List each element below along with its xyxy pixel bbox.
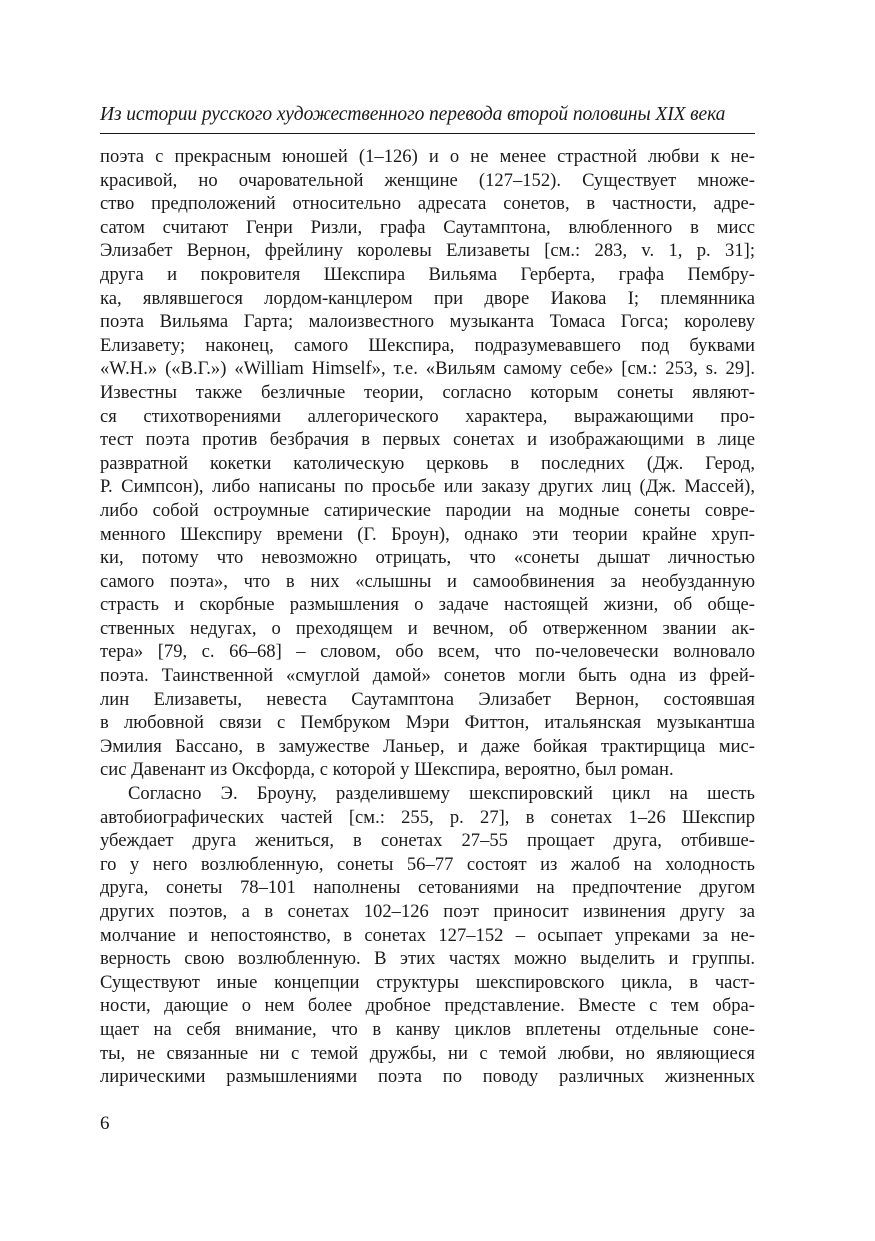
page-number: 6 [100, 1113, 110, 1134]
text-line: красивой, но очаровательной женщине (127–152). Существует множе- [100, 169, 755, 191]
text-line: поэта Вильяма Гарта; малоизвестного музыканта Томаса Гогса; королеву [100, 311, 755, 333]
running-head-rule [100, 133, 755, 134]
text-line: лирическими размышлениями поэта по поводу различных жизненных [100, 1066, 755, 1088]
text-line: страсть и скорбные размышления о задаче настоящей жизни, об обще- [100, 594, 755, 616]
text-line: либо собой остроумные сатирические пародии на модные сонеты совре- [100, 499, 755, 521]
text-line: ся стихотворениями аллегорического характера, выражающими про- [100, 405, 755, 427]
text-line: развратной кокетки католическую церковь в последних (Дж. Герод, [100, 452, 755, 474]
text-line: Существуют иные концепции структуры шекспировского цикла, в част- [100, 971, 755, 993]
text-line: сис Давенант из Оксфорда, с которой у Шекспира, вероятно, был роман. [100, 759, 674, 781]
text-line: верность свою возлюбленную. В этих частях можно выделить и группы. [100, 948, 755, 970]
text-line: Известны также безличные теории, согласно которым сонеты являют- [100, 381, 755, 403]
text-line: щает на себя внимание, что в канву циклов вплетены отдельные соне- [100, 1018, 755, 1040]
text-line: ство предположений относительно адресата сонетов, в частности, адре- [100, 193, 755, 215]
text-line: Елизавету; наконец, самого Шекспира, подразумевавшего под буквами [100, 334, 755, 356]
text-line: Р. Симпсон), либо написаны по просьбе или заказу других лиц (Дж. Массей), [100, 476, 755, 498]
text-line: «W.H.» («В.Г.») «William Himself», т.е. «Вильям самому себе» [см.: 253, s. 29]. [100, 358, 755, 380]
text-line: ки, потому что невозможно отрицать, что «сонеты дышат личностью [100, 547, 755, 569]
text-line: Согласно Э. Броуну, разделившему шекспировский цикл на шесть [128, 783, 755, 805]
text-line: ка, являвшегося лордом-канцлером при дворе Иакова I; племянника [100, 287, 755, 309]
text-line: ственных недугах, о преходящем и вечном, об отверженном звании ак- [100, 617, 755, 639]
paragraph-1 [100, 145, 755, 782]
running-head: Из истории русского художественного перевода второй половины XIX века [100, 104, 726, 125]
text-line: автобиографических частей [см.: 255, p. 27], в сонетах 1–26 Шекспир [100, 806, 755, 828]
body-text [100, 145, 755, 1089]
text-line: других поэтов, а в сонетах 102–126 поэт приносит извинения другу за [100, 901, 755, 922]
text-line: Эмилия Бассано, в замужестве Ланьер, и даже бойкая трактирщица мис- [100, 735, 755, 757]
paragraph-2 [100, 782, 755, 1089]
text-line: менного Шекспиру времени (Г. Броун), однако эти теории крайне хруп- [100, 523, 755, 545]
text-line: лин Елизаветы, невеста Саутамптона Элизабет Вернон, состоявшая [100, 688, 755, 710]
book-page [100, 0, 755, 1241]
text-line: убеждает друга жениться, в сонетах 27–55 прощает друга, отбивше- [100, 830, 755, 852]
text-line: го у него возлюбленную, сонеты 56–77 состоят из жалоб на холодность [100, 853, 755, 875]
text-line: в любовной связи с Пембруком Мэри Фиттон, итальянская музыкантша [100, 712, 755, 734]
text-line: Элизабет Вернон, фрейлину королевы Елизаветы [см.: 283, v. 1, p. 31]; [100, 240, 755, 262]
text-line: сатом считают Генри Ризли, графа Саутамптона, влюбленного в мисс [100, 216, 755, 238]
text-line: поэта с прекрасным юношей (1–126) и о не менее страстной любви к не- [100, 146, 755, 167]
text-line: ности, дающие о нем более дробное представление. Вместе с тем обра- [100, 995, 755, 1017]
text-line: молчание и непостоянство, в сонетах 127–152 – осыпает упреками за не- [100, 924, 755, 946]
text-line: друга и покровителя Шекспира Вильяма Герберта, графа Пембру- [100, 263, 755, 285]
text-line: тера» [79, с. 66–68] – словом, обо всем, что по-человечески волновало [100, 641, 755, 663]
text-line: поэта. Таинственной «смуглой дамой» сонетов могли быть одна из фрей- [100, 665, 755, 687]
text-line: тест поэта против безбрачия в первых сонетах и изображающими в лице [100, 429, 755, 451]
text-line: друга, сонеты 78–101 наполнены сетованиями на предпочтение другом [100, 877, 755, 899]
text-line: самого поэта», что в них «слышны и самообвинения за необузданную [100, 570, 755, 592]
text-line: ты, не связанные ни с темой дружбы, ни с темой любви, но являющиеся [100, 1042, 755, 1064]
